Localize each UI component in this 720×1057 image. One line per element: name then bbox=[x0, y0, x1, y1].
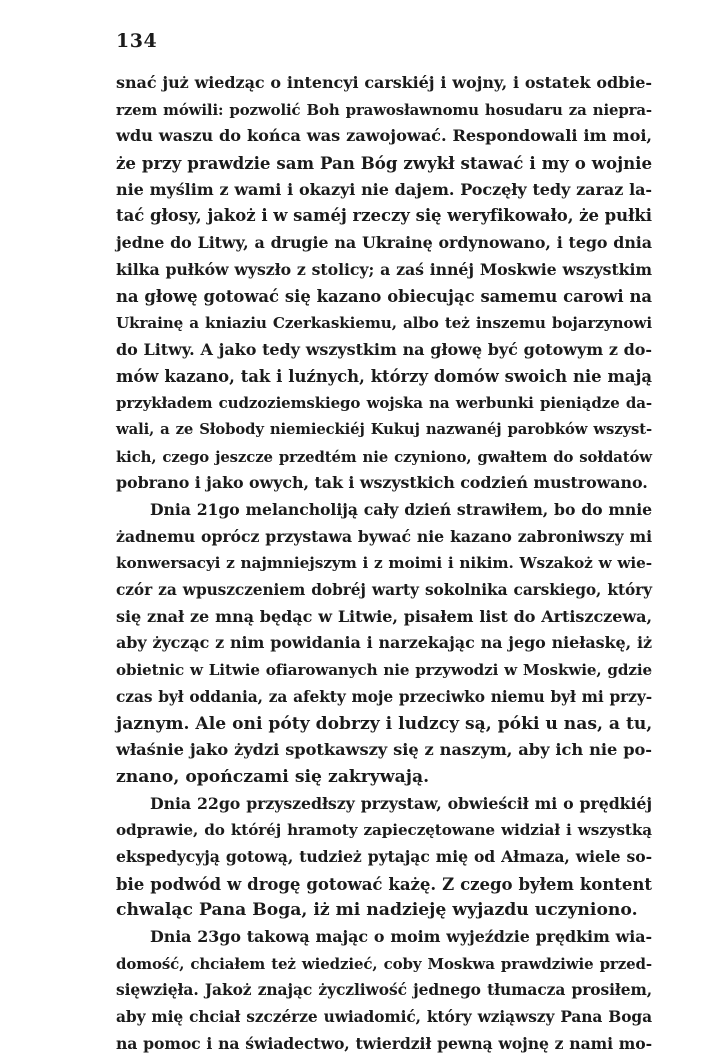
text-line: domość, chciałem też wiedzieć, coby Moskwa prawdziwie przed- bbox=[116, 954, 652, 973]
text-line: sięwzięła. Jakoż znając życzliwość jednego tłumacza prosiłem, bbox=[116, 980, 652, 1000]
text-line: tać głosy, jakoż i w saméj rzeczy się weryfikowało, że pułki bbox=[116, 206, 652, 226]
text-line: kich, czego jeszcze przedtém nie czyniono, gwałtem do sołdatów bbox=[116, 447, 652, 466]
text-line: aby życząc z nim powidania i narzekając na jego niełaskę, iż bbox=[116, 633, 652, 653]
text-line: kilka pułków wyszło z stolicy; a zaś innéj Moskwie wszystkim bbox=[116, 259, 652, 279]
text-line: pobrano i jako owych, tak i wszystkich codzień mustrowano. bbox=[116, 473, 648, 493]
text-line: jaznym. Ale oni póty dobrzy i ludzcy są, póki u nas, a tu, bbox=[116, 713, 653, 734]
text-line: na pomoc i na świadectwo, twierdził pewną wojnę z nami mo- bbox=[116, 1033, 652, 1053]
text-line: do Litwy. A jako tedy wszystkim na głowę być gotowym z do- bbox=[116, 339, 652, 359]
text-line: Ukrainę a kniaziu Czerkaskiemu, albo też inszemu bojarzynowi bbox=[116, 314, 652, 333]
text-line: się znał ze mną będąc w Litwie, pisałem list do Artiszczewa, bbox=[116, 606, 652, 626]
text-line: odprawie, do któréj hramoty zapieczętowane widział i wszystką bbox=[116, 821, 652, 840]
text-line: bie podwód w drogę gotować każę. Z czego byłem kontent bbox=[116, 873, 652, 894]
text-line: ekspedycyją gotową, tudzież pytając mię od Ałmaza, wiele so- bbox=[116, 846, 652, 866]
text-line: snać już wiedząc o intencyi carskiéj i wojny, i ostatek odbie- bbox=[116, 73, 652, 92]
text-line: Dnia 21go melancholiją cały dzień strawiłem, bo do mnie bbox=[150, 500, 652, 519]
text-line: przykładem cudzoziemskiego wojska na werbunki pieniądze da- bbox=[116, 394, 652, 413]
text-line: Dnia 23go takową mając o moim wyjeździe prędkim wia- bbox=[150, 927, 652, 946]
text-line: właśnie jako żydzi spotkawszy się z naszym, aby ich nie po- bbox=[116, 740, 652, 760]
text-line: na głowę gotować się kazano obiecując samemu carowi na bbox=[116, 286, 652, 306]
text-line: rzem mówili: pozwolić Boh prawosławnomu hosudaru za niepra- bbox=[116, 100, 652, 119]
text-line: mów kazano, tak i luźnych, którzy domów swoich nie mają bbox=[116, 366, 652, 386]
text-line: Dnia 22go przyszedłszy przystaw, obwieścił mi o prędkiéj bbox=[150, 793, 652, 813]
text-line: aby mię chciał szczérze uwiadomić, który wziąwszy Pana Boga bbox=[116, 1008, 652, 1027]
text-line: wali, a ze Słobody niemieckiéj Kukuj nazwanéj parobków wszyst- bbox=[116, 420, 652, 438]
page-number: 134 bbox=[116, 30, 158, 52]
text-line: konwersacyi z najmniejszym i z moimi i nikim. Wszakoż w wie- bbox=[116, 554, 652, 573]
text-line: znano, opończami się zakrywają. bbox=[116, 766, 430, 787]
text-line: obietnic w Litwie ofiarowanych nie przywodzi w Moskwie, gdzie bbox=[116, 661, 652, 680]
text-line: czas był oddania, za afekty moje przeciwko niemu był mi przy- bbox=[116, 687, 652, 706]
body-text bbox=[116, 70, 652, 1057]
text-line: chwaląc Pana Boga, iż mi nadzieję wyjazdu uczyniono. bbox=[116, 900, 638, 921]
text-line: nie myślim z wami i okazyi nie dajem. Poczęły tedy zaraz la- bbox=[116, 179, 652, 199]
text-line: żadnemu oprócz przystawa bywać nie kazano zabroniwszy mi bbox=[116, 526, 652, 546]
text-line: czór za wpuszczeniem dobréj warty sokolnika carskiego, który bbox=[116, 581, 652, 600]
text-line: że przy prawdzie sam Pan Bóg zwykł stawać i my o wojnie bbox=[116, 153, 652, 174]
text-line: jedne do Litwy, a drugie na Ukrainę ordynowano, i tego dnia bbox=[116, 233, 652, 253]
text-line: wdu waszu do końca was zawojować. Respondowali im moi, bbox=[116, 126, 652, 146]
